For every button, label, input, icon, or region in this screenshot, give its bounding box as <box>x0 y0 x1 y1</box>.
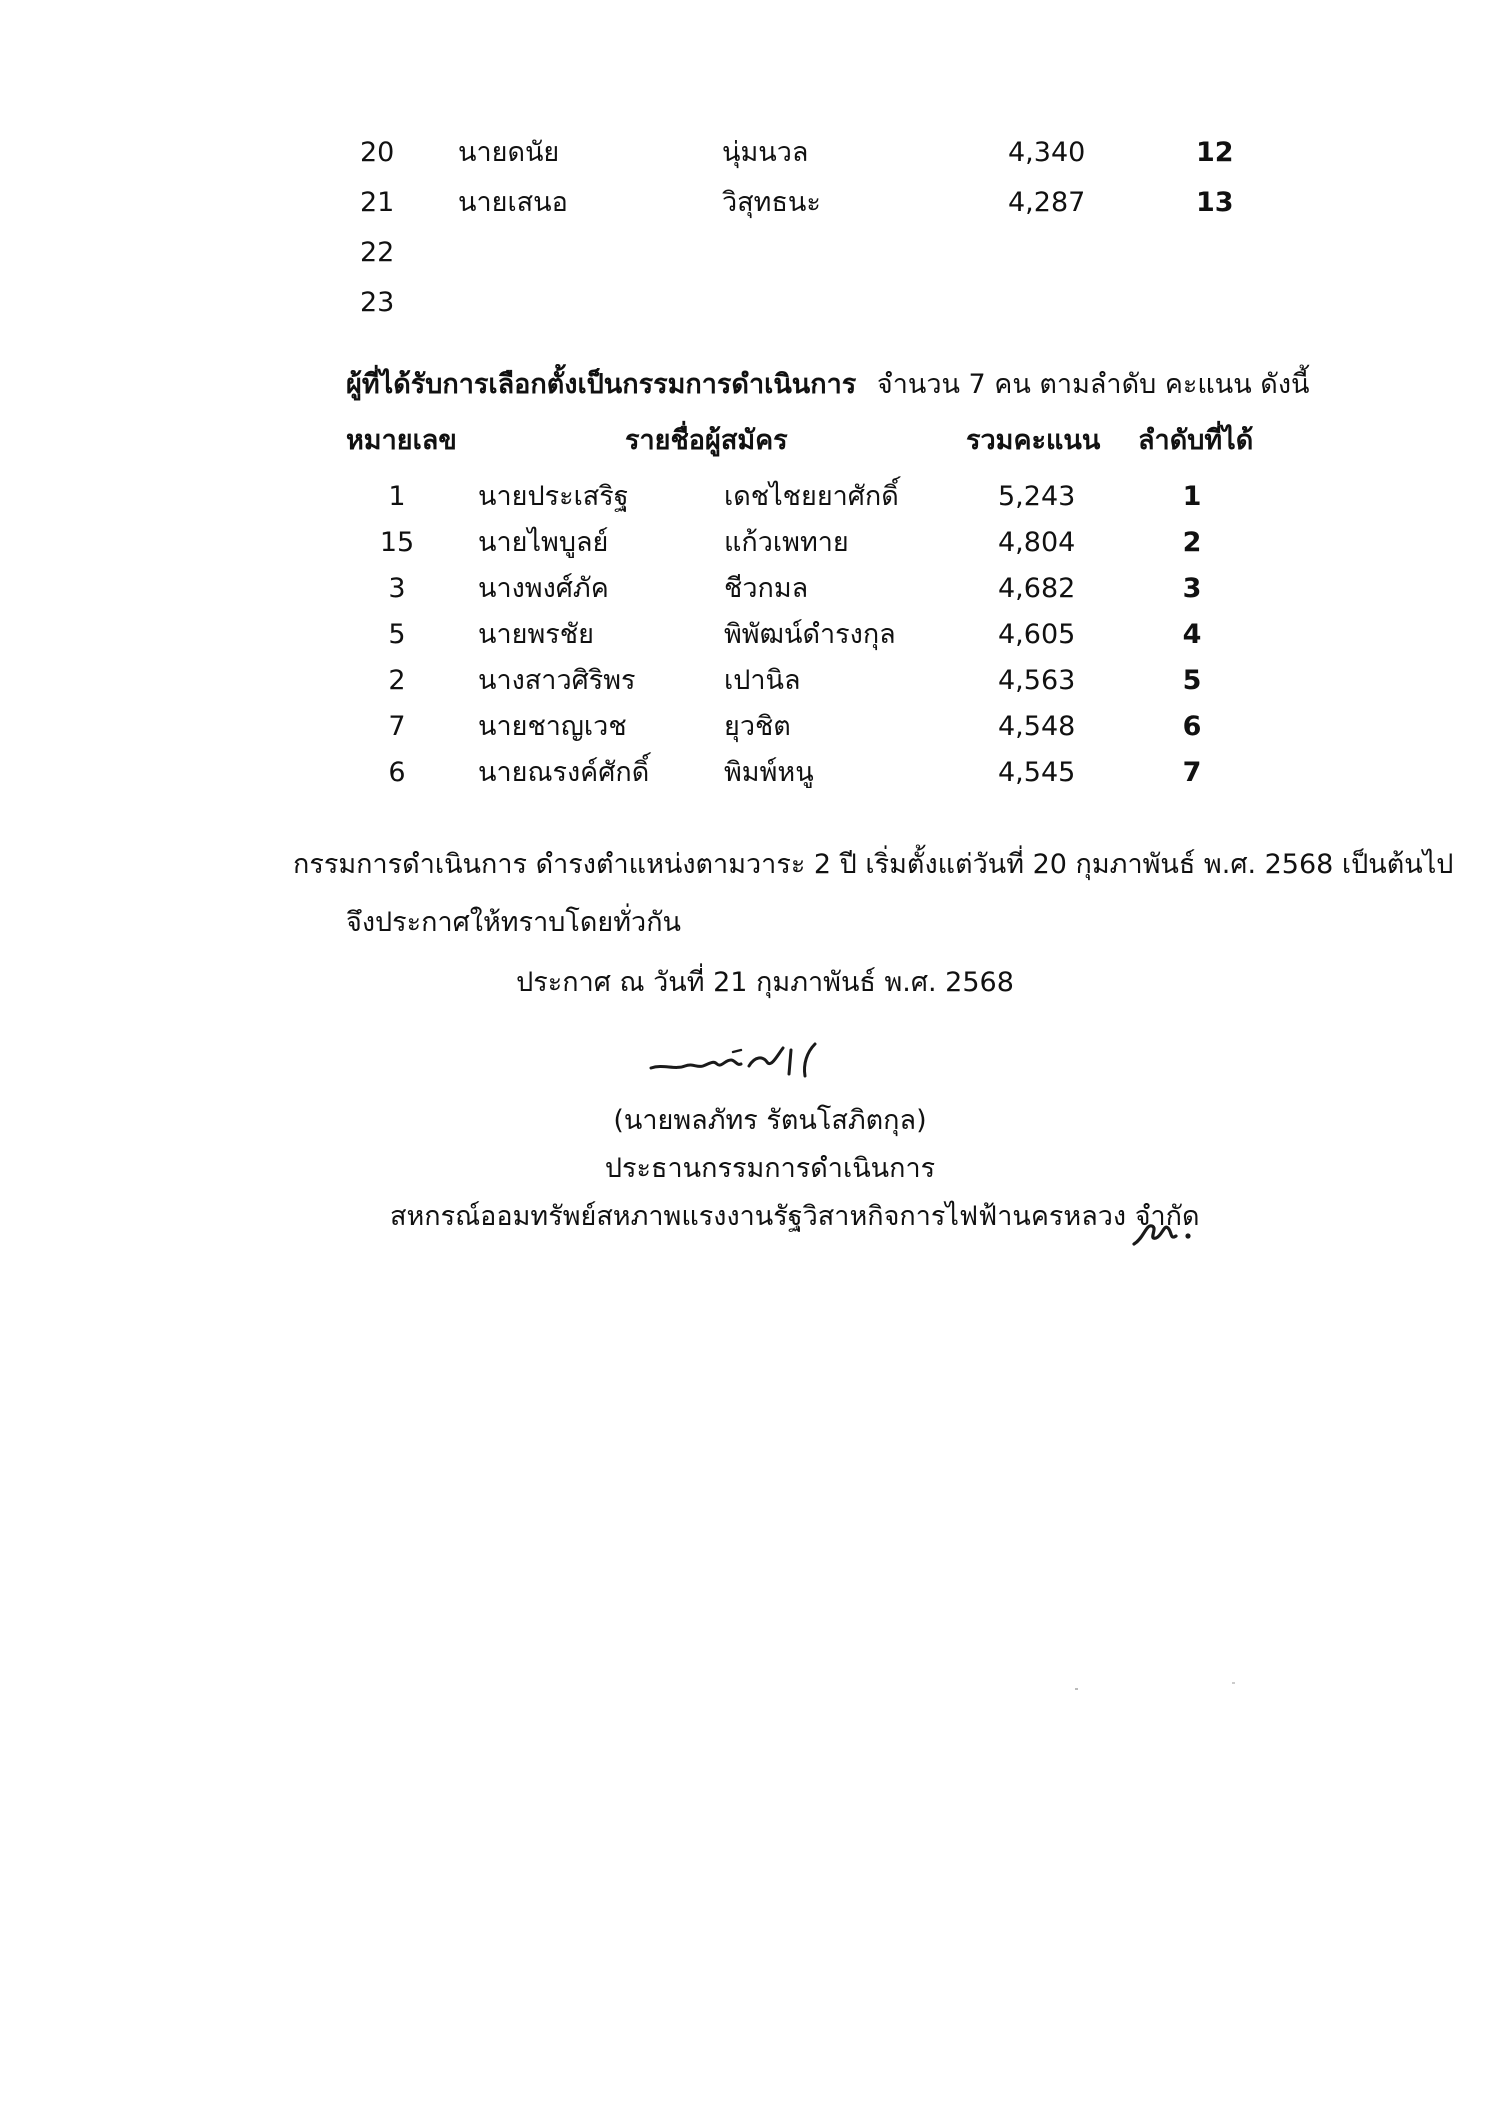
elected-last-name: พิพัฒน์ดำรงกุล <box>724 619 896 650</box>
elected-number: 3 <box>388 573 406 604</box>
elected-rank: 2 <box>1182 527 1202 558</box>
elected-number: 5 <box>388 619 406 650</box>
elected-last-name: พิมพ์หนู <box>724 757 814 788</box>
elected-score: 4,563 <box>998 665 1076 696</box>
candidate-last-name: นุ่มนวล <box>722 137 809 168</box>
announce-date: ประกาศ ณ วันที่ 21 กุมภาพันธ์ พ.ศ. 2568 <box>516 967 1014 998</box>
column-header-number: หมายเลข <box>346 425 457 456</box>
elected-heading-rest: จำนวน 7 คน ตามลำดับ คะแนน ดังนี้ <box>876 369 1310 400</box>
elected-score: 4,804 <box>998 527 1076 558</box>
table-row <box>0 526 1500 566</box>
candidate-first-name: นายดนัย <box>458 137 560 168</box>
scan-speck <box>1075 1688 1078 1690</box>
elected-number: 1 <box>388 481 406 512</box>
table-row <box>0 480 1500 520</box>
elected-score: 5,243 <box>998 481 1076 512</box>
elected-score: 4,682 <box>998 573 1076 604</box>
table-row <box>0 572 1500 612</box>
elected-number: 2 <box>388 665 406 696</box>
table-row <box>0 664 1500 704</box>
elected-rank: 6 <box>1182 711 1202 742</box>
signer-organization: สหกรณ์ออมทรัพย์สหภาพแรงงานรัฐวิสาหกิจการไฟฟ้านครหลวง จำกัด <box>390 1201 1200 1232</box>
candidate-score: 4,287 <box>1008 187 1086 218</box>
elected-rank: 4 <box>1182 619 1202 650</box>
elected-first-name: นางสาวศิริพร <box>478 665 636 696</box>
table-row <box>0 136 1500 176</box>
elected-last-name: เปานิล <box>724 665 801 696</box>
candidate-number: 23 <box>360 287 395 318</box>
elected-rank: 5 <box>1182 665 1202 696</box>
table-row <box>0 756 1500 796</box>
elected-score: 4,548 <box>998 711 1076 742</box>
candidate-number: 20 <box>360 137 395 168</box>
candidate-last-name: วิสุทธนะ <box>722 187 821 218</box>
elected-number: 6 <box>388 757 406 788</box>
candidate-number: 22 <box>360 237 395 268</box>
initials-icon <box>1130 1204 1200 1254</box>
elected-table-header <box>0 424 1500 464</box>
elected-last-name: แก้วเพทาย <box>724 527 849 558</box>
table-row <box>0 236 1500 276</box>
candidate-rank: 12 <box>1196 137 1234 168</box>
elected-first-name: นายชาญเวช <box>478 711 627 742</box>
scan-speck <box>1232 1682 1235 1684</box>
column-header-rank: ลำดับที่ได้ <box>1138 425 1254 456</box>
elected-score: 4,605 <box>998 619 1076 650</box>
elected-number: 15 <box>379 527 415 558</box>
candidate-number: 21 <box>360 187 395 218</box>
table-row <box>0 186 1500 226</box>
elected-rank: 7 <box>1182 757 1202 788</box>
elected-first-name: นายณรงค์ศักดิ์ <box>478 757 650 788</box>
signer-name: (นายพลภัทร รัตนโสภิตกุล) <box>613 1105 927 1136</box>
elected-score: 4,545 <box>998 757 1076 788</box>
announce-line: จึงประกาศให้ทราบโดยทั่วกัน <box>346 907 681 938</box>
elected-first-name: นายไพบูลย์ <box>478 527 609 558</box>
elected-last-name: ยุวชิต <box>724 711 791 742</box>
elected-last-name: เดชไชยยาศักดิ์ <box>724 481 899 512</box>
term-paragraph: กรรมการดำเนินการ ดำรงตำแหน่งตามวาระ 2 ปี เริ่มตั้งแต่วันที่ 20 กุมภาพันธ์ พ.ศ. 2568 เป็นต้นไป <box>293 849 1454 880</box>
candidate-score: 4,340 <box>1008 137 1086 168</box>
elected-first-name: นายประเสริฐ <box>478 481 629 512</box>
elected-first-name: นายพรชัย <box>478 619 594 650</box>
elected-first-name: นางพงศ์ภัค <box>478 573 609 604</box>
candidate-first-name: นายเสนอ <box>458 187 568 218</box>
table-row <box>0 286 1500 326</box>
elected-rank: 3 <box>1182 573 1202 604</box>
elected-rank: 1 <box>1182 481 1202 512</box>
column-header-name: รายชื่อผู้สมัคร <box>625 425 788 456</box>
signature-icon <box>645 1030 835 1090</box>
candidate-rank: 13 <box>1196 187 1234 218</box>
elected-number: 7 <box>388 711 406 742</box>
column-header-score: รวมคะแนน <box>966 425 1101 456</box>
elected-heading-bold: ผู้ที่ได้รับการเลือกตั้งเป็นกรรมการดำเนินการ <box>346 369 857 400</box>
table-row <box>0 710 1500 750</box>
table-row <box>0 618 1500 658</box>
signer-position: ประธานกรรมการดำเนินการ <box>604 1153 936 1184</box>
elected-heading <box>346 368 1309 402</box>
elected-last-name: ชีวกมล <box>724 573 809 604</box>
